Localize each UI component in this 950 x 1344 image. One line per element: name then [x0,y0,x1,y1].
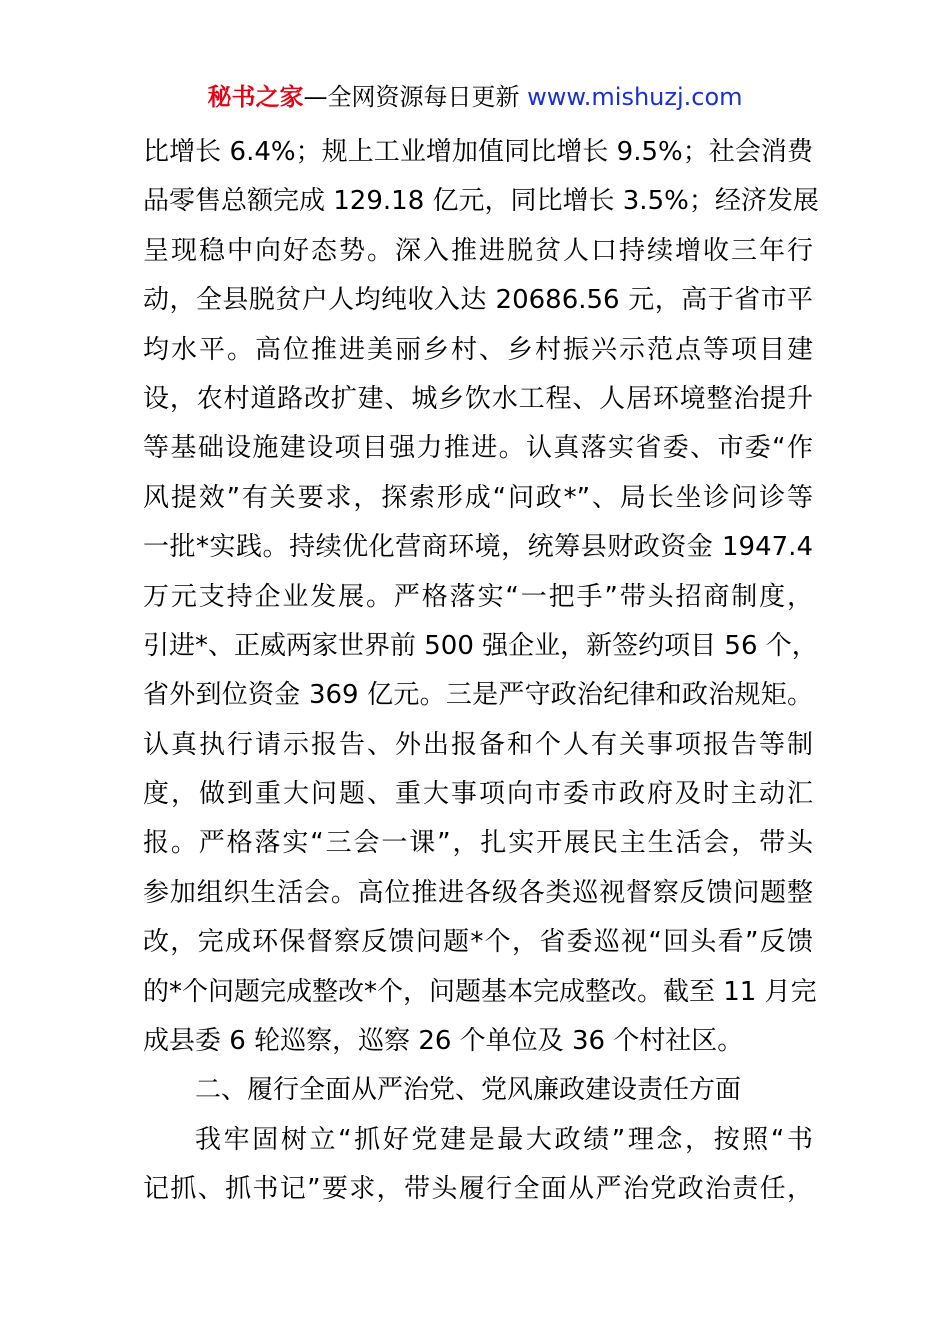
text-line: 改，完成环保督察反馈问题*个，省委巡视“回头看”反馈 [143,927,813,958]
text-line: 等基础设施建设项目强力推进。认真落实省委、市委“作 [143,433,813,464]
section-heading: 二、履行全面从严治党、党风廉政建设责任方面 [195,1075,742,1106]
text-line: 品零售总额完成 129.18 亿元，同比增长 3.5%；经济发展 [143,186,819,217]
text-line: 呈现稳中向好态势。深入推进脱贫人口持续增收三年行 [143,235,813,266]
text-line: 引进*、正威两家世界前 500 强企业，新签约项目 56 个， [143,630,818,661]
site-header [0,80,950,114]
text-line: 度，做到重大问题、重大事项向市委市政府及时主动汇 [143,779,813,810]
text-line: 记抓、抓书记”要求，带头履行全面从严治党政治责任， [143,1174,813,1205]
text-line: 省外到位资金 369 亿元。三是严守政治纪律和政治规矩。 [143,680,813,711]
text-line: 设，农村道路改扩建、城乡饮水工程、人居环境整治提升 [143,383,813,414]
text-line: 认真执行请示报告、外出报备和个人有关事项报告等制 [143,729,813,760]
site-brand: 秘书之家 [207,83,304,111]
document-body [143,128,819,1215]
text-line: 万元支持企业发展。严格落实“一把手”带头招商制度， [143,581,813,612]
site-tagline: —全网资源每日更新 [303,83,520,111]
text-line: 成县委 6 轮巡察，巡察 26 个单位及 36 个村社区。 [143,1026,744,1057]
text-line: 风提效”有关要求，探索形成“问政*”、局长坐诊问诊等 [143,482,813,513]
text-line: 比增长 6.4%；规上工业增加值同比增长 9.5%；社会消费 [143,137,813,167]
text-line: 参加组织生活会。高位推进各级各类巡视督察反馈问题整 [143,877,813,908]
text-line: 动，全县脱贫户人均纯收入达 20686.56 元，高于省市平 [143,285,813,316]
text-line: 报。严格落实“三会一课”，扎实开展民主生活会，带头 [143,828,813,859]
text-line: 一批*实践。持续优化营商环境，统筹县财政资金 1947.4 [143,532,813,563]
site-url-link[interactable]: www.mishuzj.com [527,83,743,111]
text-line: 我牢固树立“抓好党建是最大政绩”理念，按照“书 [195,1124,813,1155]
text-line: 的*个问题完成整改*个，问题基本完成整改。截至 11 月完 [143,976,817,1007]
text-line: 均水平。高位推进美丽乡村、乡村振兴示范点等项目建 [143,334,813,365]
